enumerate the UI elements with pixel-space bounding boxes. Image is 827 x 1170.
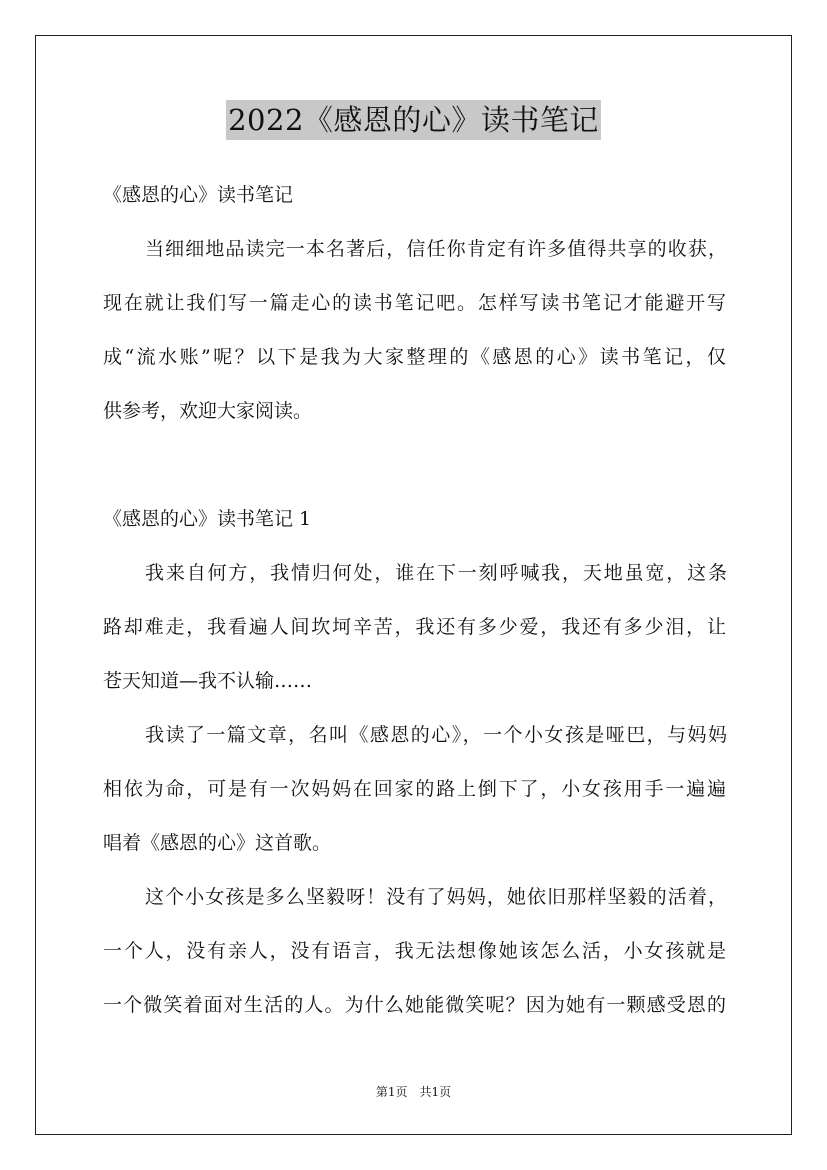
document-title: 2022《感恩的心》读书笔记 <box>226 100 601 140</box>
title-container <box>0 100 827 140</box>
document-subtitle: 《感恩的心》读书笔记 <box>103 184 294 206</box>
intro-line-4: 供参考，欢迎大家阅读。 <box>103 400 313 422</box>
intro-line-2: 现在就让我们写一篇走心的读书笔记吧。怎样写读书笔记才能避开写 <box>103 292 726 314</box>
para3-line-3: 一个微笑着面对生活的人。为什么她能微笑呢？因为她有一颗感受恩的 <box>103 994 726 1016</box>
para1-line-3: 苍天知道—我不认输…… <box>103 670 313 692</box>
intro-line-1: 当细细地品读完一本名著后，信任你肯定有许多值得共享的收获， <box>145 238 727 260</box>
intro-line-3: 成“流水账”呢？以下是我为大家整理的《感恩的心》读书笔记，仅 <box>103 346 726 368</box>
section-heading: 《感恩的心》读书笔记 1 <box>103 508 312 530</box>
para1-line-1: 我来自何方，我情归何处，谁在下一刻呼喊我，天地虽宽，这条 <box>145 562 727 584</box>
para2-line-2: 相依为命，可是有一次妈妈在回家的路上倒下了，小女孩用手一遍遍 <box>103 778 726 800</box>
para3-line-1: 这个小女孩是多么坚毅呀！没有了妈妈，她依旧那样坚毅的活着， <box>145 886 727 908</box>
para3-line-2: 一个人，没有亲人，没有语言，我无法想像她该怎么活，小女孩就是 <box>103 940 726 962</box>
para2-line-3: 唱着《感恩的心》这首歌。 <box>103 832 332 854</box>
para1-line-2: 路却难走，我看遍人间坎坷辛苦，我还有多少爱，我还有多少泪，让 <box>103 616 726 638</box>
para2-line-1: 我读了一篇文章，名叫《感恩的心》，一个小女孩是哑巴，与妈妈 <box>145 724 727 746</box>
page-footer: 第1页 共1页 <box>375 1085 452 1099</box>
